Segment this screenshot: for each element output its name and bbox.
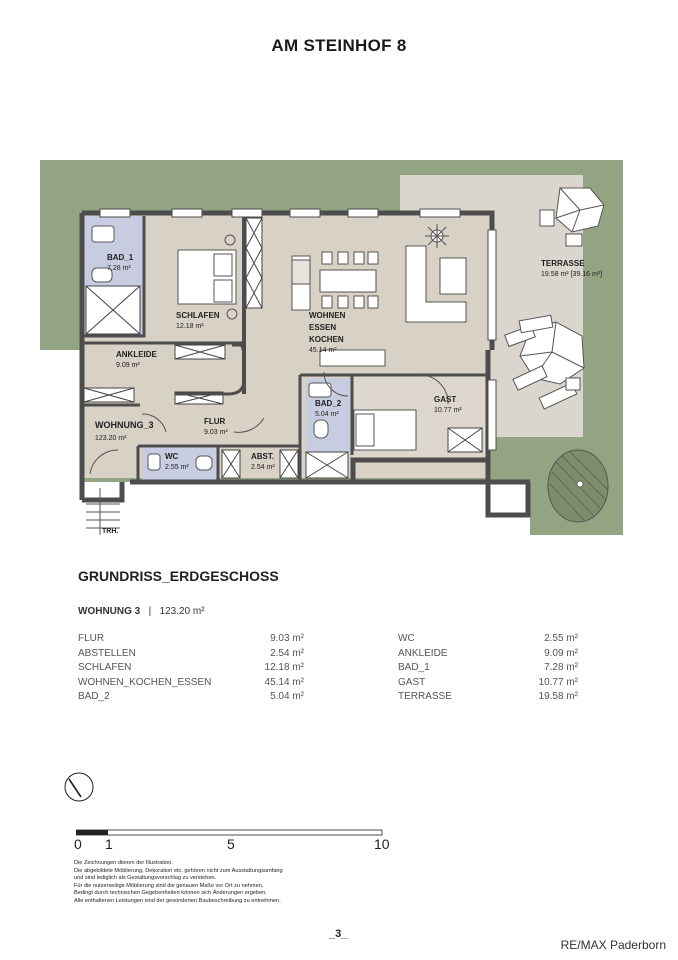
wc-area: 2.55 m²: [165, 464, 189, 471]
area-value: 9.03 m²: [270, 633, 304, 644]
area-row: [78, 632, 304, 647]
unit-area: 123.20 m²: [159, 606, 205, 617]
north-arrow-icon: [62, 770, 96, 804]
area-row: [78, 676, 304, 691]
area-value: 12.18 m²: [264, 662, 304, 673]
area-row: [398, 690, 578, 705]
area-row: [398, 661, 578, 676]
areas-left: [78, 632, 304, 705]
note-line: Bedingt durch technischen Gegebenheiten können sich Änderungen ergeben.: [74, 890, 267, 897]
plant-icon: [425, 224, 449, 248]
garden-table: [548, 450, 608, 522]
area-row: [398, 676, 578, 691]
unit-separator: |: [148, 606, 152, 617]
disclaimer-notes: [74, 860, 283, 906]
flur-area: 9.03 m²: [204, 429, 228, 436]
area-row: [78, 647, 304, 662]
area-name: WOHNEN_KOCHEN_ESSEN: [78, 676, 212, 688]
entry-area: [40, 350, 82, 535]
schlafen-area: 12.18 m²: [176, 323, 204, 330]
area-value: 2.55 m²: [544, 633, 578, 644]
note-line: Für die nutzerseitige Möblierung sind die genauen Maße vor Ort zu nehmen.: [74, 882, 264, 889]
bad2-area: 5.04 m²: [315, 411, 339, 418]
area-row: [78, 690, 304, 705]
unit-label: WOHNUNG 3: [78, 606, 141, 617]
trh-label: TRH.: [102, 528, 119, 535]
area-row: [398, 632, 578, 647]
scale-label-1: 1: [105, 836, 113, 852]
area-value: 45.14 m²: [264, 676, 304, 688]
terrasse-area: 19.58 m² [39.16 m²]: [541, 271, 603, 278]
wohnen-label-1: WOHNEN: [309, 311, 346, 320]
area-row: [398, 647, 578, 662]
scale-label-0: 0: [74, 836, 82, 852]
terrasse-label: TERRASSE: [541, 259, 585, 268]
bad2-label: BAD_2: [315, 399, 342, 408]
ankleide-label: ANKLEIDE: [116, 350, 157, 359]
area-name: BAD_1: [398, 662, 430, 673]
area-name: TERRASSE: [398, 691, 452, 702]
area-name: GAST: [398, 676, 426, 688]
area-value: 7.28 m²: [544, 662, 578, 673]
unit-summary: [78, 606, 205, 617]
area-name: SCHLAFEN: [78, 662, 132, 673]
area-name: WC: [398, 633, 415, 644]
section-title: GRUNDRISS_ERDGESCHOSS: [78, 568, 279, 584]
page-number: _3_: [329, 928, 348, 940]
page-title: AM STEINHOF 8: [271, 36, 407, 55]
wc-label: WC: [165, 452, 179, 461]
wohnen-label-3: KOCHEN: [309, 335, 344, 344]
note-line: und sind lediglich als Gestaltungsvorschlag zu verstehen.: [74, 875, 217, 882]
area-row: [78, 661, 304, 676]
wohnung-area: 123.20 m²: [95, 435, 127, 442]
note-line: Die abgebildete Möblierung, Dekoration etc. gehören nicht zum Ausstattungsumfang: [74, 867, 283, 874]
abst-area: 2.54 m²: [251, 464, 275, 471]
ankleide-area: 9.09 m²: [116, 362, 140, 369]
area-name: FLUR: [78, 633, 105, 644]
area-name: ANKLEIDE: [398, 647, 448, 659]
bad1-label: BAD_1: [107, 253, 134, 262]
area-value: 2.54 m²: [270, 647, 304, 659]
scale-label-5: 5: [227, 836, 235, 852]
flur-label: FLUR: [204, 417, 226, 426]
note-line: Alle enthaltenen Leistungen sind der gesonderten Baubeschreibung zu entnehmen.: [74, 897, 281, 904]
area-name: ABSTELLEN: [78, 647, 136, 659]
schlafen-label: SCHLAFEN: [176, 311, 220, 320]
area-name: BAD_2: [78, 691, 110, 702]
bad1-area: 7.28 m²: [107, 265, 131, 272]
area-value: 19.58 m²: [538, 691, 578, 702]
note-line: Die Zeichnungen dienen der Illustration.: [74, 860, 173, 866]
abst-label: ABST.: [251, 452, 275, 461]
area-value: 9.09 m²: [544, 647, 578, 659]
area-value: 10.77 m²: [538, 676, 578, 688]
bed-gast: [354, 410, 416, 450]
gast-area: 10.77 m²: [434, 407, 462, 414]
areas-right: [398, 632, 578, 705]
wohnung-label: WOHNUNG_3: [95, 420, 154, 430]
wohnen-label-2: ESSEN: [309, 323, 337, 332]
gast-label: GAST: [434, 395, 457, 404]
area-value: 5.04 m²: [270, 691, 304, 702]
wohnen-area: 45.14 m²: [309, 347, 337, 354]
brand-watermark: RE/MAX Paderborn: [560, 938, 666, 952]
scale-label-10: 10: [374, 836, 390, 852]
